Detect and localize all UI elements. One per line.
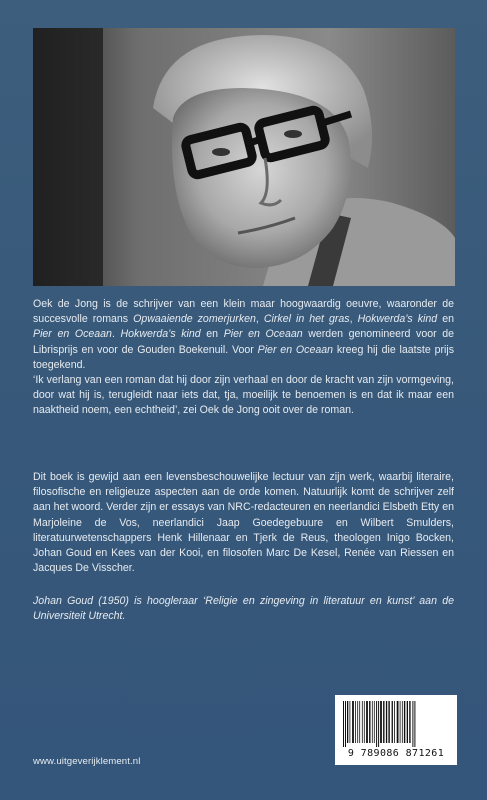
barcode-bar: [355, 701, 356, 743]
author-portrait-photo: [33, 28, 455, 286]
book-title-italic: Cirkel in het gras: [263, 313, 350, 326]
book-title-italic: Pier en Oceaan: [257, 343, 334, 356]
barcode-bar: [372, 701, 373, 743]
barcode-bar: [350, 701, 351, 743]
barcode-bar: [376, 701, 377, 747]
barcode-bar: [345, 701, 346, 747]
bio-text-segment: werden genomineerd voor de Librisprijs en voor de Gouden Boekenuil. Voor: [33, 328, 455, 356]
author-bio-paragraph: [33, 297, 454, 419]
barcode-bar: [409, 701, 410, 743]
barcode-bar: [362, 701, 363, 743]
bio-text-segment: en: [200, 328, 224, 341]
bio-text-segment: kreeg hij die laatste prijs toegekend.: [33, 343, 454, 371]
barcode-bar: [394, 701, 395, 743]
bio-text-segment: en: [437, 313, 454, 326]
barcode-bar: [414, 701, 415, 747]
barcode-bar: [412, 701, 413, 747]
barcode-bar: [374, 701, 375, 743]
author-portrait-image: [33, 28, 455, 286]
barcode-bar: [378, 701, 379, 747]
barcode-bar: [388, 701, 389, 743]
book-description-paragraph: [33, 470, 454, 576]
barcode-bar: [380, 701, 382, 743]
author-bio-text: [33, 297, 454, 419]
barcode-bars: [341, 701, 451, 747]
book-title-italic: Pier en Oceaan: [33, 328, 112, 341]
barcode-bar: [366, 701, 368, 743]
isbn-barcode: [335, 695, 457, 765]
bio-text-segment: ,: [255, 313, 264, 326]
editor-bio-paragraph: [33, 594, 454, 624]
barcode-bar: [397, 701, 399, 743]
book-title-italic: Opwaaiende zomerjurken: [133, 313, 256, 326]
barcode-bar: [347, 701, 348, 743]
bio-text-segment: .: [111, 328, 121, 341]
barcode-bar: [359, 701, 360, 743]
publisher-website: www.uitgeverijklement.nl: [33, 756, 141, 767]
book-title-italic: Pier en Oceaan: [223, 328, 303, 341]
barcode-bar: [352, 701, 354, 743]
bio-text-segment: ,: [349, 313, 358, 326]
barcode-bar: [383, 701, 384, 743]
editor-bio-text: Johan Goud (1950) is hoogleraar ‘Religie en zingeving in literatuur en kunst’ aan de Universiteit Utrecht.: [33, 595, 454, 623]
barcode-bar: [392, 701, 393, 743]
bio-text-segment: ‘Ik verlang van een roman dat hij door zijn verhaal en door de kracht van zijn vormgeving, door wat hij is, terugleidt naar iets dat, tja, moeilijk te benoemen is en dat ik maar een naaktheid noem, een echtheid’, zei Oek de Jong ooit over de roman.: [33, 374, 454, 417]
barcode-bar: [386, 701, 387, 743]
barcode-bar: [343, 701, 344, 747]
barcode-bar: [364, 701, 365, 743]
barcode-bar: [407, 701, 408, 743]
barcode-bar: [357, 701, 358, 743]
barcode-bar: [369, 701, 370, 743]
book-title-italic: Hokwerda’s kind: [357, 313, 438, 326]
book-title-italic: Hokwerda’s kind: [120, 328, 201, 341]
isbn-number: 9 789086 871261: [347, 748, 445, 759]
barcode-bar: [400, 701, 401, 743]
bio-text-segment: Oek de Jong is de schrijver van een klein maar hoogwaardig oeuvre, waaronder de succesvolle romans: [33, 298, 454, 326]
barcode-bar: [404, 701, 405, 743]
barcode-bar: [402, 701, 403, 743]
book-description-text: Dit boek is gewijd aan een levensbeschouwelijke lectuur van zijn werk, waarbij literaire, filosofische en religieuze aspecten aan de orde komen. Natuurlijk komt de schrijver zelf aan het woord. Verder zijn er essays van NRC-redacteuren en neerlandici Elsbeth Etty en Marjoleine de Vos, neerlandici Jaap Goedegebuure en Wilbert Smulders, literatuurwetenschappers Henk Hillenaar en Tjerk de Reus, theologen Inigo Bocken, Johan Goud en Kees van der Kooi, en filosofen Marc De Kesel, Renée van Riessen en Jacques De Visscher.: [33, 471, 454, 575]
